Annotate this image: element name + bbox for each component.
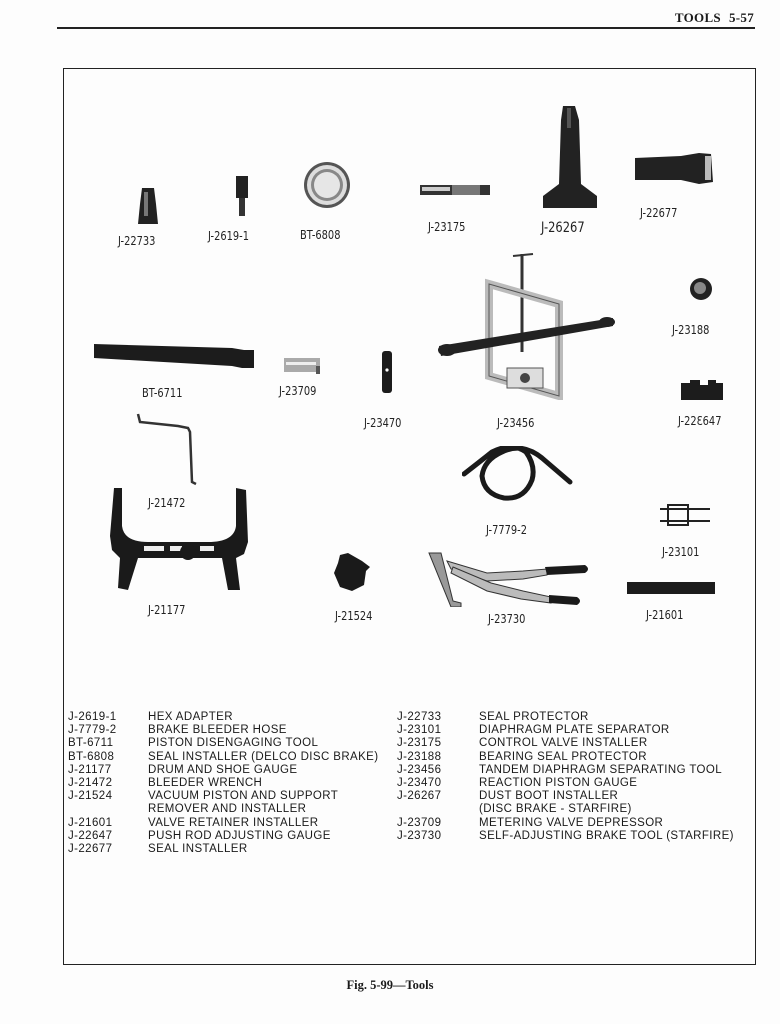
tool-description: DRUM AND SHOE GAUGE: [148, 763, 298, 776]
label-j7779-2: J-7779-2: [486, 523, 527, 537]
tool-code: [68, 803, 148, 816]
tool-code: J-22647: [68, 829, 113, 842]
label-j22677: J-22677: [640, 206, 678, 220]
vacuum-piston-remover-illustration: [332, 551, 372, 593]
tool-description: PUSH ROD ADJUSTING GAUGE: [148, 829, 331, 842]
legend-row: [68, 751, 378, 764]
bearing-seal-protector-illustration: [689, 277, 713, 301]
label-j23188: J-23188: [672, 323, 710, 337]
legend-row: [68, 724, 378, 737]
label-j23470: J-23470: [364, 416, 402, 430]
tool-code: J-21524: [68, 790, 113, 803]
tool-description: DUST BOOT INSTALLER: [479, 790, 619, 803]
tool-description: BEARING SEAL PROTECTOR: [479, 750, 647, 763]
tool-code: J-7779-2: [68, 724, 117, 737]
legend-row: [68, 790, 378, 803]
legend-row: [68, 737, 378, 750]
tool-description: CONTROL VALVE INSTALLER: [479, 737, 648, 750]
label-j21601: J-21601: [646, 608, 684, 622]
label-j21177: J-21177: [148, 603, 186, 617]
seal-installer-illustration: [633, 152, 715, 186]
legend-row: [397, 751, 734, 764]
tool-code: J-21601: [68, 816, 113, 829]
tool-description: SEAL INSTALLER: [148, 843, 248, 856]
tool-code: J-23175: [397, 737, 442, 750]
label-j22647: J-22Ɛ647: [678, 414, 722, 428]
figure-caption: Fig. 5-99—Tools: [346, 978, 434, 992]
label-j2619-1: J-2619-1: [208, 229, 249, 243]
label-j23101: J-23101: [662, 545, 700, 559]
tool-code: J-26267: [397, 790, 442, 803]
label-j23456: J-23456: [497, 416, 535, 430]
tool-code: J-23730: [397, 829, 442, 842]
seal-protector-illustration: [136, 186, 160, 228]
legend-row: [68, 843, 378, 856]
tool-code: J-23470: [397, 777, 442, 790]
tool-description: HEX ADAPTER: [148, 711, 233, 723]
tool-code: J-2619-1: [68, 711, 117, 723]
tool-description: SEAL INSTALLER (DELCO DISC BRAKE): [148, 750, 379, 763]
control-valve-installer-illustration: [420, 183, 490, 197]
metering-valve-depressor-illustration: [282, 356, 324, 376]
tool-description: SEAL PROTECTOR: [479, 711, 589, 723]
legend-row: [397, 790, 734, 803]
legend-row: [68, 817, 378, 830]
tool-code: J-23456: [397, 763, 442, 776]
tool-description: BRAKE BLEEDER HOSE: [148, 724, 287, 737]
legend-right-column: [397, 711, 734, 843]
page-header: [675, 10, 754, 26]
hex-adapter-illustration: [235, 175, 249, 217]
self-adjusting-brake-tool-illustration: [427, 551, 591, 607]
tool-code: J-23709: [397, 816, 442, 829]
reaction-piston-gauge-illustration: [381, 350, 393, 394]
label-j21472: J-21472: [148, 496, 186, 510]
legend-row: [68, 711, 378, 724]
legend-row: [68, 777, 378, 790]
tool-description: SELF-ADJUSTING BRAKE TOOL (STARFIRE): [479, 829, 734, 842]
legend-row: [397, 764, 734, 777]
tool-description: (DISC BRAKE - STARFIRE): [479, 803, 632, 816]
label-j23709: J-23709: [279, 384, 317, 398]
tool-code: BT-6808: [68, 750, 115, 763]
tool-description: REACTION PISTON GAUGE: [479, 777, 638, 790]
tool-code: BT-6711: [68, 737, 114, 750]
legend-row: [397, 777, 734, 790]
seal-installer-disc-illustration: [303, 161, 351, 209]
legend-row: [68, 764, 378, 777]
tool-code: J-23101: [397, 724, 442, 737]
piston-disengaging-tool-illustration: [92, 342, 256, 370]
label-j23175: J-23175: [428, 220, 466, 234]
tool-description: BLEEDER WRENCH: [148, 777, 263, 790]
tool-code: [397, 803, 479, 816]
legend-row: [397, 711, 734, 724]
legend-left-column: [68, 711, 378, 856]
tool-description: REMOVER AND INSTALLER: [148, 803, 307, 816]
tandem-diaphragm-separating-tool-illustration: [437, 248, 615, 400]
tool-code: J-22733: [397, 711, 442, 723]
tool-description: TANDEM DIAPHRAGM SEPARATING TOOL: [479, 763, 723, 776]
header-rule: [57, 27, 755, 29]
label-j23730: J-23730: [488, 612, 526, 626]
legend-row: [397, 737, 734, 750]
tool-description: DIAPHRAGM PLATE SEPARATOR: [479, 724, 670, 737]
section-title: TOOLS: [674, 10, 721, 25]
valve-retainer-installer-illustration: [626, 581, 716, 595]
dust-boot-installer-illustration: [541, 104, 599, 212]
legend-row: [397, 724, 734, 737]
diaphragm-plate-separator-illustration: [660, 503, 712, 527]
label-bt6711: BT-6711: [142, 386, 183, 400]
tool-description: PISTON DISENGAGING TOOL: [148, 737, 319, 750]
label-j21524: J-21524: [335, 609, 373, 623]
tool-code: J-22677: [68, 843, 113, 856]
legend-row: [68, 803, 378, 816]
tool-description: METERING VALVE DEPRESSOR: [479, 816, 664, 829]
label-j22733: J-22733: [118, 234, 156, 248]
drum-and-shoe-gauge-illustration: [108, 486, 250, 592]
brake-bleeder-hose-illustration: [462, 446, 574, 502]
page-number: 5-57: [728, 10, 754, 25]
legend-row: [68, 830, 378, 843]
legend-row: [397, 817, 734, 830]
legend-row: [397, 803, 734, 816]
label-j26267: J-26267: [541, 220, 585, 236]
label-bt6808: BT-6808: [300, 228, 341, 242]
tool-code: J-21472: [68, 777, 113, 790]
tool-description: VALVE RETAINER INSTALLER: [148, 816, 319, 829]
push-rod-adjusting-gauge-illustration: [680, 379, 724, 401]
tool-description: VACUUM PISTON AND SUPPORT: [148, 790, 339, 803]
legend-row: [397, 830, 734, 843]
tool-code: J-21177: [68, 763, 112, 776]
tool-code: J-23188: [397, 750, 442, 763]
bleeder-wrench-illustration: [134, 412, 198, 488]
